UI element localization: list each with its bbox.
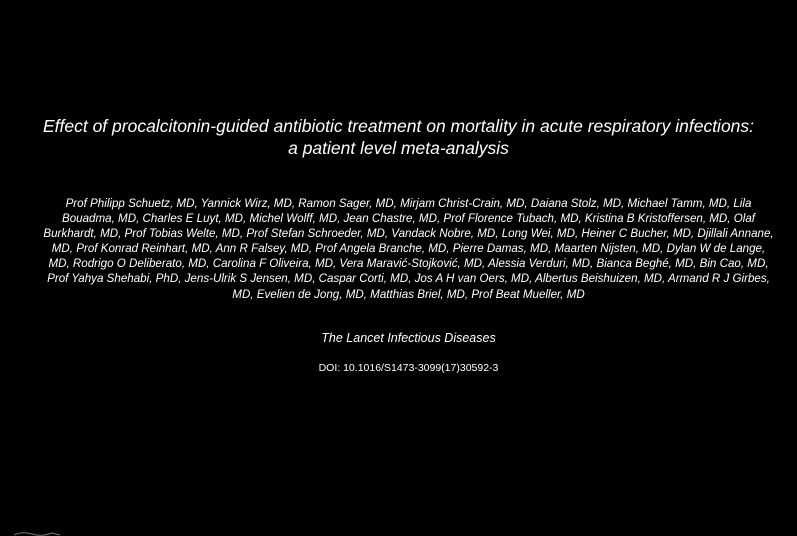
doi-text: DOI: 10.1016/S1473-3099(17)30592-3 — [318, 362, 499, 374]
journal-name: The Lancet Infectious Diseases — [321, 331, 496, 345]
article-title: Effect of procalcitonin-guided antibiotic treatment on mortality in acute respiratory infections: a patient level meta-analysis — [42, 116, 755, 158]
corner-watermark-mark — [12, 530, 62, 536]
author-list: Prof Philipp Schuetz, MD, Yannick Wirz, MD, Ramon Sager, MD, Mirjam Christ-Crain, MD, Daiana Stolz, MD, Michael Tamm, MD, Lila Bouadma, MD, Charles E Luyt, MD, Michel Wolff, MD, Jean Chastre, MD, Prof Florence Tubach, MD, Kristina B Kristoffersen, MD, Olaf Burkhardt, MD, Prof Tobias Welte, MD, Prof Stefan Schroeder, MD, Vandack Nobre, MD, Long Wei, MD, Heiner C Bucher, MD, Djillali Annane, MD, Prof Konrad Reinhart, MD, Ann R Falsey, MD, Prof Angela Branche, MD, Pierre Damas, MD, Maarten Nijsten, MD, Dylan W de Lange, MD, Rodrigo O Deliberato, MD, Carolina F Oliveira, MD, Vera Maravić-Stojković, MD, Alessia Verduri, MD, Bianca Beghé, MD, Bin Cao, MD, Prof Yahya Shehabi, PhD, Jens-Ulrik S Jensen, MD, Caspar Corti, MD, Jos A H van Oers, MD, Albertus Beishuizen, MD, Armand R J Girbes, MD, Evelien de Jong, MD, Matthias Briel, MD, Prof Beat Mueller, MD — [43, 197, 774, 301]
